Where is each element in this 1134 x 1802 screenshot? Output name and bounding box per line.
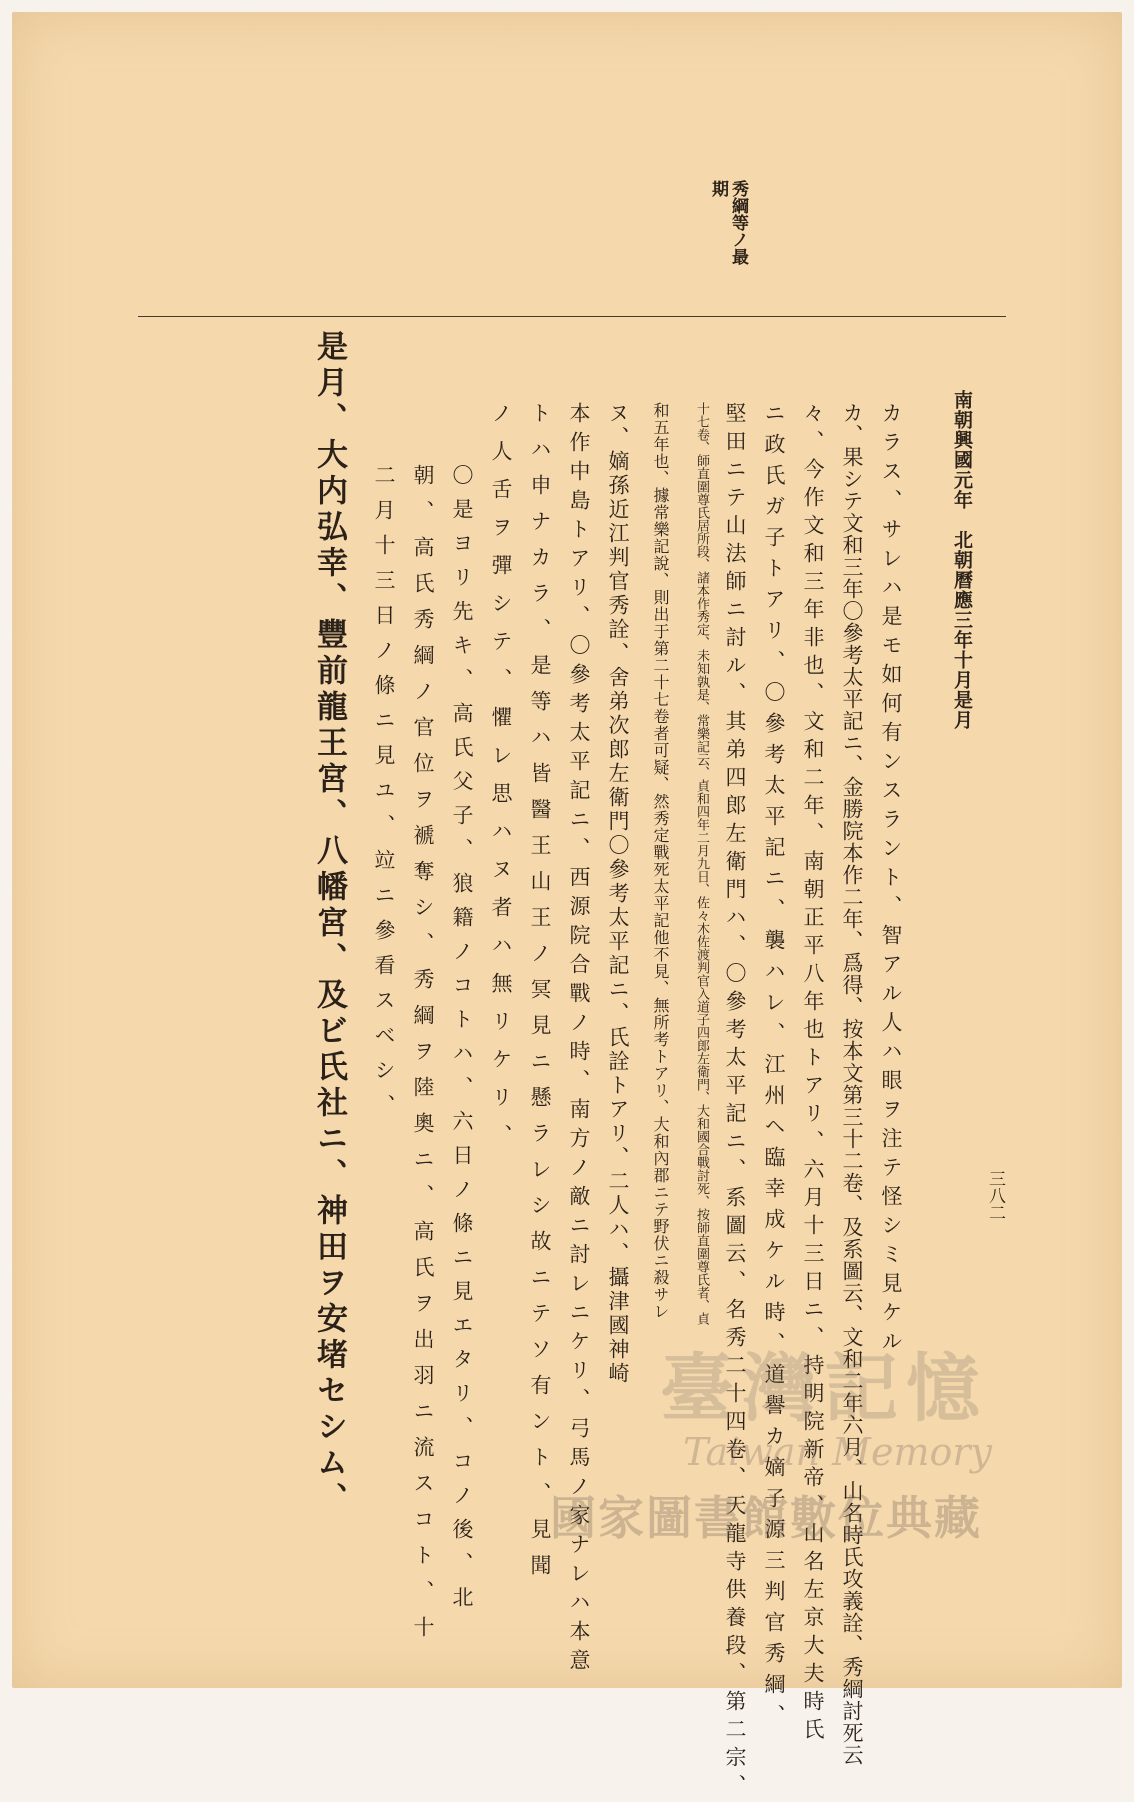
marginal-note: 秀綱等ノ最期: [708, 180, 748, 265]
text-column: 和五年也、據常樂記說、則出于第二十七卷者可疑、然秀定戰死太平記他不見、無所考トアリ、大和內郡ニテ野伏ニ殺サレ: [651, 402, 670, 1320]
text-column: ノ人舌ヲ彈シテ、懼レ思ハヌ者ハ無リケリ、: [489, 402, 513, 1162]
main-entry: 是月、大内弘幸、豐前龍王宮、八幡宮、及ビ氏社ニ、神田ヲ安堵セシム、: [311, 330, 347, 1518]
text-column: 朝、高氏秀綱ノ官位ヲ褫奪シ、秀綱ヲ陸奧ニ、高氏ヲ出羽ニ流スコト、十: [411, 464, 435, 1652]
page-header-title: 南朝興國元年 北朝曆應三年十月是月: [951, 390, 973, 730]
text-column: カラス、サレハ是モ如何有ンスラント、智アル人ハ眼ヲ注テ怪シミ見ケル: [879, 402, 903, 1359]
text-column: 〇是ヨリ先キ、高氏父子、狼籍ノコトハ、六日ノ條ニ見エタリ、コノ後、北: [450, 464, 474, 1620]
watermark-library: 國家圖書館數位典藏: [550, 1491, 982, 1545]
text-column: ヌ、嫡孫近江判官秀詮、舍弟次郎左衛門〇參考太平記ニ、氏詮トアリ、二人ハ、攝津國神崎: [606, 402, 630, 1386]
watermark-english: Taiwan Memory: [683, 1430, 992, 1474]
text-column: 本作中島トアリ、〇參考太平記ニ、西源院合戰ノ時、南方ノ敵ニ討レニケリ、弓馬ノ家ナレハ本意: [567, 402, 591, 1678]
text-column: 堅田ニテ山法師ニ討ル、其弟四郎左衛門ハ、〇參考太平記ニ、系圖云、名秀二十四卷、天龍寺供養段、第二宗、: [723, 402, 747, 1802]
text-column: 々、今作文和三年非也、文和二年、南朝正平八年也トアリ、六月十三日ニ、持明院新帝、山名左京大夫時氏: [801, 402, 825, 1746]
text-column: 二月十三日ノ條ニ見ユ、竝ニ參看スベシ、: [372, 464, 396, 1129]
document-page: [12, 12, 1122, 1802]
text-column: ニ政氏ガ子トアリ、〇參考太平記ニ、襲ハレ、江州ヘ臨幸成ケル時、道譽カ嫡子源三判官秀綱、: [762, 402, 786, 1735]
page-number: 三八二: [985, 1170, 1005, 1221]
text-column: 十七卷、師直圍尊氏居所段、諸本作秀定、未知孰是、常樂記云、貞和四年二月九日、佐々木佐渡判官入道子四郎左衛門、大和國合戰討死、按師直圍尊氏者、貞: [694, 402, 709, 1325]
text-column: カ、果シテ文和三年〇參考太平記ニ、金勝院本作二年、爲得、按本文第三十二卷、及系圖云、文和二年六月、山名時氏攻義詮、秀綱討死云: [840, 402, 864, 1766]
watermark-chinese: 臺灣記憶: [660, 1346, 988, 1432]
text-column: トハ申ナカラ、是等ハ皆醫王山王ノ冥見ニ懸ラレシ故ニテソ有ント、見聞: [528, 402, 552, 1590]
header-rule: [138, 316, 1006, 317]
